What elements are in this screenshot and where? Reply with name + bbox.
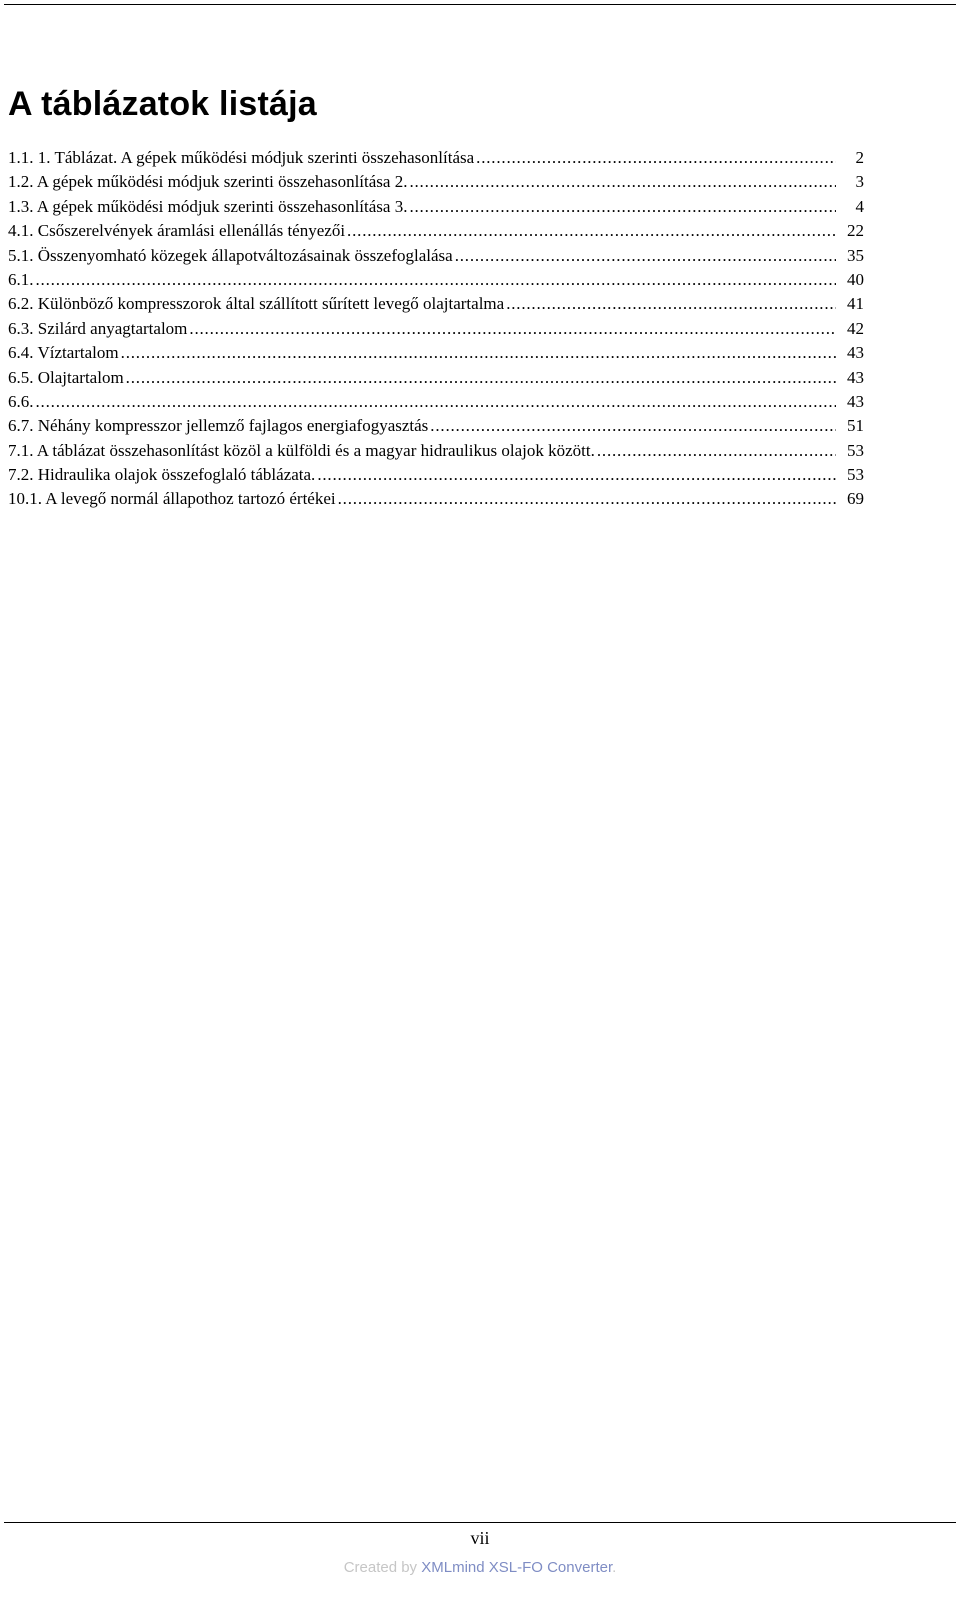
toc-entry-label: 7.2. Hidraulika olajok összefoglaló táblázata. [8, 465, 316, 485]
toc-entry-label: 6.5. Olajtartalom [8, 367, 124, 387]
credit-suffix: . [612, 1559, 617, 1576]
dot-leader [430, 414, 836, 438]
toc-entry-page: 43 [847, 391, 864, 411]
dot-leader [36, 268, 837, 292]
toc-entry-label: 4.1. Csőszerelvények áramlási ellenállás tényezői [8, 221, 346, 241]
toc-entry-page: 40 [847, 269, 864, 289]
toc-entry[interactable] [8, 292, 864, 316]
dot-leader [347, 219, 836, 243]
header-rule [4, 4, 956, 5]
toc-entry-page: 42 [847, 318, 864, 338]
page-title: A táblázatok listája [8, 85, 317, 123]
toc-entry[interactable] [8, 219, 864, 243]
toc-entry-page: 2 [855, 148, 864, 167]
toc-entry[interactable] [8, 317, 864, 341]
toc-entry-page: 51 [847, 416, 864, 436]
dot-leader [506, 292, 836, 316]
toc-entry[interactable] [8, 170, 864, 194]
toc-entry-label: 1.2. A gépek működési módjuk szerinti összehasonlítása 2. [8, 172, 408, 192]
toc-entry-page: 3 [855, 172, 864, 192]
toc-entry-page: 53 [847, 440, 864, 460]
toc-entry-label: 6.2. Különböző kompresszorok által szállított sűrített levegő olajtartalma [8, 294, 505, 314]
converter-credit [0, 1558, 960, 1578]
toc-entry[interactable] [8, 195, 864, 219]
toc-entry-label: 1.3. A gépek működési módjuk szerinti összehasonlítása 3. [8, 196, 408, 216]
table-list [8, 146, 864, 512]
toc-entry[interactable] [8, 244, 864, 268]
dot-leader [409, 195, 836, 219]
footer-rule [4, 1522, 956, 1523]
dot-leader [121, 341, 836, 365]
credit-prefix: Created by [343, 1559, 422, 1576]
toc-entry-page: 4 [855, 196, 864, 216]
toc-entry-label: 5.1. Összenyomható közegek állapotváltozásainak összefoglalása [8, 245, 453, 265]
dot-leader [338, 487, 836, 511]
toc-entry-label: 6.6. [8, 391, 34, 411]
toc-entry[interactable] [8, 390, 864, 414]
toc-entry[interactable] [8, 146, 864, 170]
dot-leader [36, 390, 837, 414]
page-number: vii [470, 1528, 490, 1548]
toc-entry[interactable] [8, 439, 864, 463]
toc-entry-label: 7.1. A táblázat összehasonlítást közöl a külföldi és a magyar hidraulikus olajok között. [8, 440, 595, 460]
toc-entry-label: 6.7. Néhány kompresszor jellemző fajlagos energiafogyasztás [8, 416, 429, 436]
dot-leader [476, 146, 836, 170]
converter-link[interactable]: XMLmind XSL-FO Converter [421, 1559, 613, 1576]
toc-entry-page: 41 [847, 294, 864, 314]
dot-leader [126, 366, 836, 390]
dot-leader [409, 170, 836, 194]
dot-leader [317, 463, 836, 487]
toc-entry-label: 10.1. A levegő normál állapothoz tartozó értékei [8, 489, 336, 509]
dot-leader [455, 244, 836, 268]
toc-entry-label: 1.1. 1. Táblázat. A gépek működési módjuk szerinti összehasonlítása [8, 148, 475, 167]
toc-entry[interactable] [8, 366, 864, 390]
toc-entry-page: 43 [847, 343, 864, 363]
toc-entry-page: 69 [847, 489, 864, 509]
toc-entry-label: 6.1. [8, 269, 34, 289]
toc-entry-page: 43 [847, 367, 864, 387]
toc-entry[interactable] [8, 463, 864, 487]
toc-entry[interactable] [8, 341, 864, 365]
dot-leader [189, 317, 836, 341]
toc-entry[interactable] [8, 414, 864, 438]
toc-entry-page: 53 [847, 465, 864, 485]
toc-entry-page: 35 [847, 245, 864, 265]
toc-entry[interactable] [8, 268, 864, 292]
toc-entry[interactable] [8, 487, 864, 511]
toc-entry-label: 6.3. Szilárd anyagtartalom [8, 318, 188, 338]
toc-entry-page: 22 [847, 221, 864, 241]
toc-entry-label: 6.4. Víztartalom [8, 343, 119, 363]
dot-leader [597, 439, 836, 463]
